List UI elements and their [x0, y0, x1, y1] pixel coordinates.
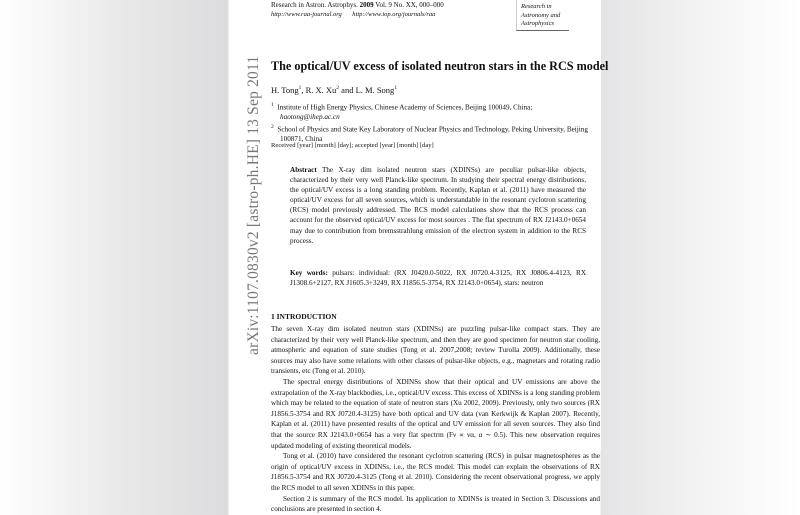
arxiv-identifier: arXiv:1107.0830v2 [astro-ph.HE] 13 Sep 2011: [245, 55, 262, 355]
author-list: [271, 85, 397, 95]
keywords-text: pulsars: individual: (RX J0420.0-5022, RX J0720.4-3125, RX J0806.4-4123, RX J1308.6+2127, RX J1605.3+3249, RX J1856.5-3754, RX J2143.0+0654), stars: neutron: [290, 269, 587, 288]
affiliation-mark: 1: [394, 85, 398, 92]
introduction-body: [271, 324, 600, 515]
affiliation: [271, 101, 601, 123]
paragraph: Section 2 is summary of the RCS model. Its application to XDINSs is treated in Section 3. Discussions and conclusions are presented in section 4.: [271, 494, 600, 514]
affiliation: [271, 123, 601, 145]
journal-url-1[interactable]: http://www.raa-journal.org: [271, 11, 342, 18]
journal-url-2[interactable]: http://www.iop.org/journals/raa: [352, 11, 436, 18]
journal-year: 2009: [359, 1, 374, 9]
affiliation-mark: 2: [336, 85, 340, 92]
keywords: [290, 268, 586, 288]
logo-line: Research in: [521, 3, 552, 10]
logo-line: Astrophysics: [521, 20, 554, 27]
paragraph: The seven X-ray dim isolated neutron stars (XDINSs) are puzzling pulsar-like compact stars. They are characterized by their very well Planck-like spectrum, and then they are good specimen for neutron star cooling, atmospheric and equation of state studies (Tong et al. 2007,2008; review Turolla 2009). Additionally, these sources may also have some relations with other classes of pulsar-like objects, e.g., magnetars and rotating radio transients, etc (Tong et al. 2010).: [271, 325, 600, 376]
separator: ,: [301, 85, 306, 95]
section-heading: 1 INTRODUCTION: [271, 312, 337, 321]
affiliation-mark: 1: [298, 85, 302, 92]
author: R. X. Xu: [305, 85, 337, 95]
journal-volume: Vol. 9 No. XX, 000–000: [375, 1, 444, 9]
journal-header: [271, 1, 444, 19]
affiliations: [271, 101, 601, 144]
logo-line: Astronomy and: [521, 11, 561, 19]
paragraph: Tong et al. (2010) have considered the resonant cyclotron scattering (RCS) in pulsar magnetospheres as the origin of optical/UV excess in XDINSs, i.e., the RCS model. This model can explain the observations of RX J1856.5-3754 and RX J0720.4-3125 (Tong et al. 2010). Considering the recent observational progress, we apply the RCS model to all seven XDINSs in this paper.: [271, 452, 600, 492]
abstract-label: Abstract: [290, 166, 317, 174]
author: L. M. Song: [355, 85, 395, 95]
author: H. Tong: [271, 85, 299, 95]
keywords-label: Key words:: [290, 269, 328, 277]
abstract-text: The X-ray dim isolated neutron stars (XDINSs) are peculiar pulsar-like objects, characterized by their very well Planck-like spectrum. In studying their spectral energy distributions, the optical/UV excess is a long standing problem. Recently, Kaplan et al. (2011) have measured the optical/UV excess for all seven sources, which is understandable in the resonant cyclotron scattering (RCS) model previously addressed. The RCS model calculations show that the RCS process can account for the observed optical/UV excess for most sources . The flat spectrum of RX J2143.0+0654 may due to contribution from bremsstrahlung emission of the electron system in addition to the RCS process.: [290, 166, 586, 245]
affiliation-mark: 2: [271, 123, 274, 130]
separator: and: [339, 85, 356, 95]
author-email[interactable]: haotong@ihep.ac.cn: [280, 112, 340, 121]
paper-title: The optical/UV excess of isolated neutron stars in the RCS model: [271, 59, 609, 73]
received-dates: Received [year] [month] [day]; accepted [year] [month] [day]: [271, 142, 434, 149]
affiliation-text: School of Physics and State Key Laboratory of Nuclear Physics and Technology, Peking University, Beijing 100871, China: [277, 124, 588, 143]
affiliation-text: Institute of High Energy Physics, Chinese Academy of Sciences, Beijing 100049, China;: [277, 103, 533, 112]
journal-logo: [516, 0, 569, 31]
journal-name: Research in Astron. Astrophys.: [271, 1, 358, 9]
abstract: [290, 165, 586, 246]
affiliation-mark: 1: [271, 102, 274, 108]
paragraph: The spectral energy distributions of XDINSs show that their optical and UV emissions are above the extrapolation of the X-ray blackbodies, i.e., optical/UV excess. This excess of XDINSs is a long standing problem which may be related to the equation of state of neutron stars (Xu 2002, 2009). Previously, only two sources (RX J1856.5-3754 and RX J0720.4-3125) have both optical and UV data (van Kerkwijk & Kaplan 2007). Recently, Kaplan et al. (2011) have presented results of the optical and UV emission for all seven sources. They also find that the source RX J2143.0+0654 has a very flat spectrm (Fν ∝ να, α ∼ 0.5). This new observation requires updated modeling of existing theoretical models.: [271, 377, 600, 450]
